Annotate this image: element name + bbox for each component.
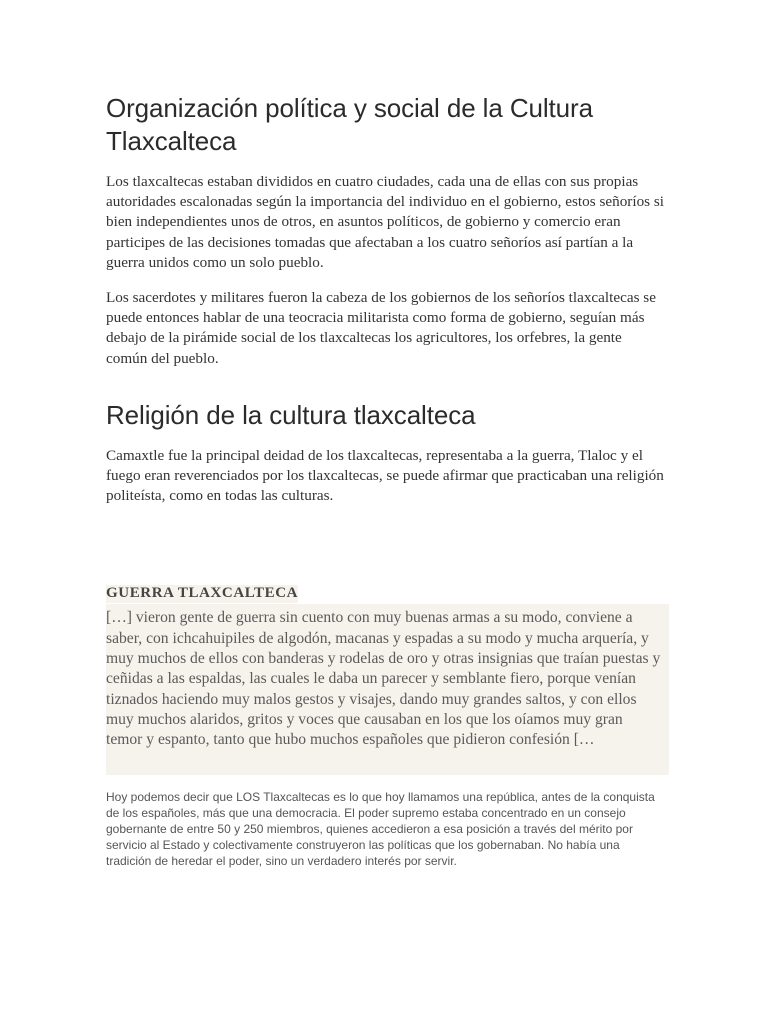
paragraph-teocracia: Los sacerdotes y militares fueron la cabeza de los gobiernos de los señoríos tlaxcaltecas se puede entonces hablar de una teocracia militarista como forma de gobierno, seguían más debajo de la pirámide social de los tlaxcaltecas los agricultores, los orfebres, la gente común del pueblo. <box>106 289 656 367</box>
heading-organizacion: Organización política y social de la Cultura Tlaxcalteca <box>106 93 593 156</box>
document-page <box>106 92 666 869</box>
paragraph-ciudades: Los tlaxcaltecas estaban divididos en cuatro ciudades, cada una de ellas con sus propias autoridades escalonadas según la importancia del individuo en el gobierno, estos señoríos si bien independientes unos de otros, en asuntos políticos, de gobierno y comercio eran participes de las decisiones tomadas que afectaban a los cuatro señoríos así partían a la guerra unidos como un solo pueblo. <box>106 173 664 271</box>
republica-note: Hoy podemos decir que LOS Tlaxcaltecas es lo que hoy llamamos una república, antes de la conquista de los españoles, más que una democracia. El poder supremo estaba concentrado en un consejo gobernante de entre 50 y 250 miembros, quienes accedieron a esa posición a través del mérito por servicio al Estado y colectivamente construyeron las políticas que los gobernaban. No había una tradición de heredar el poder, sino un verdadero interés por servir. <box>106 789 655 868</box>
quote-box <box>106 604 669 774</box>
quote-section <box>106 521 666 774</box>
heading-religion: Religión de la cultura tlaxcalteca <box>106 399 476 430</box>
quote-title: GUERRA TLAXCALTECA <box>106 585 299 602</box>
paragraph-camaxtle: Camaxtle fue la principal deidad de los tlaxcaltecas, representaba a la guerra, Tlaloc y el fuego eran reverenciados por los tlaxcaltecas, se puede afirmar que practicaban una religión politeísta, como en todas las culturas. <box>106 446 664 505</box>
quote-text: […] vieron gente de guerra sin cuento con muy buenas armas a su modo, conviene a saber, con ichcahuipiles de algodón, macanas y espadas a su modo y mucha arquería, y muy muchos de ellos con banderas y rodelas de oro y otras insignias que traían puestas y ceñidas a las espaldas, las cuales le daba un parecer y semblante fiero, porque venían tiznados haciendo muy malos gestos y visajes, dando muy grandes saltos, y con ellos muy muchos alaridos, gritos y voces que causaban en los que los oíamos muy gran temor y espanto, tanto que hubo muchos españoles que pidieron confesión [… <box>106 609 661 749</box>
